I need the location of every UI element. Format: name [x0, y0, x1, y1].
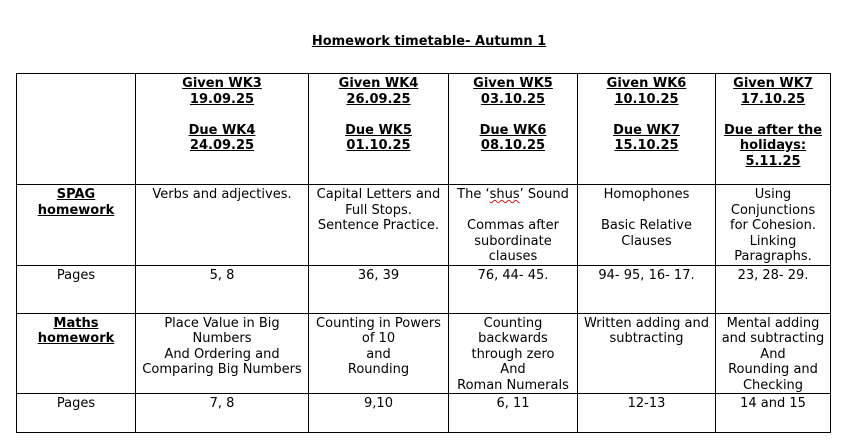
maths-task-cell: Mental adding and subtracting And Rounding and Checking: [716, 313, 831, 394]
spelling-flag: shus: [489, 187, 520, 202]
spag-homework-row: [17, 185, 831, 266]
maths-row-heading: Maths homework: [17, 313, 136, 394]
pages-cell: 76, 44- 45.: [449, 265, 578, 313]
maths-task-cell: Place Value in Big Numbers And Ordering and Comparing Big Numbers: [136, 313, 309, 394]
pages-label: Pages: [17, 394, 136, 433]
corner-cell: [17, 74, 136, 185]
spag-task-cell: Homophones Basic Relative Clauses: [578, 185, 716, 266]
shus-sound-line: The ‘shus’ Sound: [457, 187, 569, 202]
given-date: 03.10.25: [480, 91, 546, 107]
due-date: 24.09.25: [189, 138, 255, 153]
pages-cell: 6, 11: [449, 394, 578, 433]
given-week-label: Given WK3: [182, 76, 262, 91]
week-header-cell: [449, 74, 578, 185]
due-date: holidays:: [739, 138, 807, 153]
maths-task-cell: Counting in Powers of 10 and Rounding: [309, 313, 449, 394]
week-header-cell: [578, 74, 716, 185]
spag-row-heading: SPAG homework: [17, 185, 136, 266]
due-date: 5.11.25: [745, 153, 801, 169]
week-header-cell: [309, 74, 449, 185]
pages-cell: 94- 95, 16- 17.: [578, 265, 716, 313]
due-date: 15.10.25: [614, 138, 679, 153]
due-week-label: Due WK7: [613, 122, 680, 138]
given-date: 10.10.25: [614, 91, 679, 107]
pages-cell: 5, 8: [136, 265, 309, 313]
pages-cell: 36, 39: [309, 265, 449, 313]
pages-cell: 12-13: [578, 394, 716, 433]
due-date: 08.10.25: [480, 138, 546, 153]
given-date: 26.09.25: [346, 91, 411, 107]
spag-pages-row: [17, 265, 831, 313]
maths-pages-row: [17, 394, 831, 433]
week-header-cell: [716, 74, 831, 185]
pages-cell: 23, 28- 29.: [716, 265, 831, 313]
due-week-label: Due WK5: [345, 122, 412, 138]
week-header-cell: [136, 74, 309, 185]
due-week-label: Due after the: [723, 122, 823, 138]
spag-task-cell: Using Conjunctions for Cohesion. Linking Paragraphs.: [716, 185, 831, 266]
spag-task-cell: Verbs and adjectives.: [136, 185, 309, 266]
homework-timetable: [16, 73, 831, 433]
pages-cell: 14 and 15: [716, 394, 831, 433]
pages-cell: 7, 8: [136, 394, 309, 433]
given-date: 17.10.25: [740, 91, 806, 107]
given-week-label: Given WK5: [473, 76, 553, 91]
pages-cell: 9,10: [309, 394, 449, 433]
maths-task-cell: Counting backwards through zero And Roman Numerals: [449, 313, 578, 394]
page-title: Homework timetable- Autumn 1: [311, 34, 547, 49]
given-week-label: Given WK6: [606, 76, 687, 91]
due-week-label: Due WK4: [188, 122, 256, 138]
pages-label: Pages: [17, 265, 136, 313]
given-week-label: Given WK7: [733, 76, 813, 91]
maths-task-cell: Written adding and subtracting: [578, 313, 716, 394]
due-week-label: Due WK6: [479, 122, 547, 138]
given-date: 19.09.25: [189, 91, 255, 107]
given-week-label: Given WK4: [338, 76, 419, 91]
due-date: 01.10.25: [346, 138, 411, 153]
spag-task-cell: The ‘shus’ Sound Commas after subordinate clauses: [449, 185, 578, 266]
maths-homework-row: [17, 313, 831, 394]
spag-task-cell: Capital Letters and Full Stops. Sentence Practice.: [309, 185, 449, 266]
header-row: [17, 74, 831, 185]
